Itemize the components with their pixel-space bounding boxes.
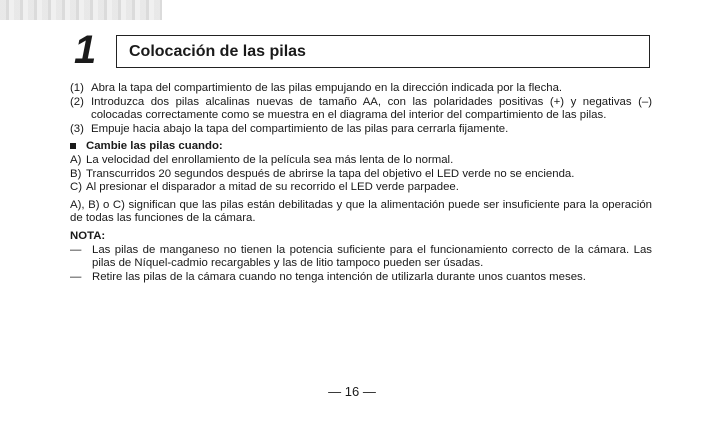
step-label: (2) (70, 95, 84, 108)
step-3 (70, 123, 652, 137)
section-title: Colocación de las pilas (129, 43, 306, 60)
condition-a (70, 154, 652, 168)
step-text: Abra la tapa del compartimiento de las pilas empujando en la dirección indicada por la flecha. (91, 82, 563, 94)
note-text: Las pilas de manganeso no tienen la potencia suficiente para el funcionamiento correcto de la cámara. Las pilas de Níquel-cadmio recargables y las de litio tampoco pueden ser úsadas. (92, 243, 652, 270)
section-number: 1 (74, 28, 97, 72)
step-label: (1) (70, 82, 84, 94)
step-label: (3) (70, 122, 84, 135)
page-number: — 16 — (328, 384, 376, 399)
condition-label: C) (70, 181, 83, 194)
step-2 (70, 96, 652, 123)
note-text: Retire las pilas de la cámara cuando no tenga intención de utilizarla durante unos cuantos meses. (92, 270, 586, 283)
step-text: Empuje hacia abajo la tapa del compartimiento de las pilas para cerrarla fijamente. (91, 122, 509, 135)
dash-bullet: — (70, 270, 82, 283)
change-batteries-heading: Cambie las pilas cuando: (86, 140, 223, 153)
condition-text: Transcurridos 20 segundos después de abrirse la tapa del objetivo el LED verde no se encienda. (86, 167, 575, 180)
section-title-box (116, 35, 650, 68)
note-item (70, 244, 652, 271)
step-1 (70, 82, 652, 96)
note-item (70, 271, 652, 285)
change-batteries-heading-row (70, 140, 652, 154)
step-text: Introduzca dos pilas alcalinas nuevas de tamaño AA, con las polaridades positivas (+) y negativas (–) colocadas correctamente como se muestra en el diagrama del interior del compartimiento de las pilas. (91, 95, 652, 122)
scan-artifact (0, 0, 162, 20)
dash-bullet: — (70, 243, 82, 256)
condition-text: Al presionar el disparador a mitad de su recorrido el LED verde parpadee. (86, 181, 459, 194)
condition-label: B) (70, 167, 82, 180)
condition-text: La velocidad del enrollamiento de la película sea más lenta de lo normal. (86, 153, 454, 166)
condition-b (70, 168, 652, 182)
condition-c (70, 181, 652, 195)
conditions-summary: A), B) o C) significan que las pilas están debilitadas y que la alimentación puede ser insuficiente para la operación de todas las funciones de la cámara. (70, 198, 652, 225)
condition-label: A) (70, 153, 82, 166)
square-bullet-icon (70, 140, 86, 154)
page-content (70, 82, 652, 284)
note-heading: NOTA: (70, 229, 106, 242)
